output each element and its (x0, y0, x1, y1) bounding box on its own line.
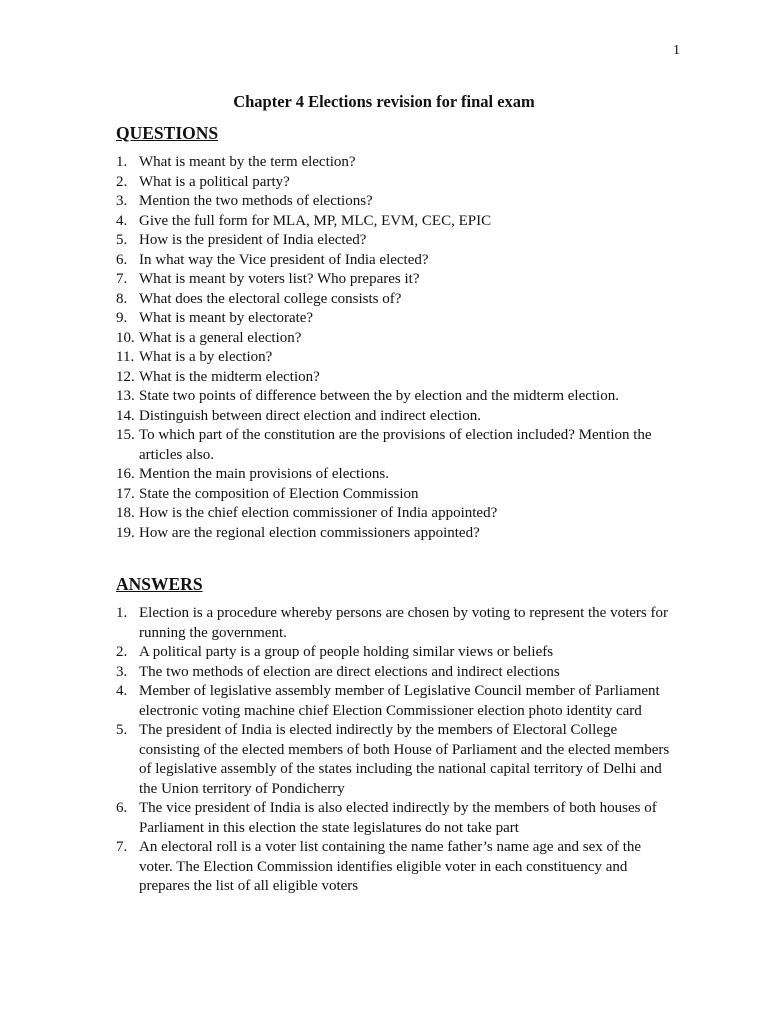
question-number: 5. (116, 232, 128, 248)
answer-item (116, 643, 676, 663)
question-text: What is meant by the term election? (139, 154, 356, 170)
question-item (116, 251, 676, 271)
question-number: 19. (116, 524, 135, 541)
answer-item (116, 604, 676, 643)
answer-item (116, 721, 676, 799)
questions-list (116, 153, 676, 543)
question-item (116, 407, 676, 427)
question-item (116, 270, 676, 290)
answer-text: Member of legislative assembly member of Legislative Council member of Parliament electronic voting machine chief Election Commissioner election photo identity card (139, 683, 660, 719)
question-number: 9. (116, 310, 128, 326)
answer-number: 1. (116, 605, 128, 621)
question-text: State two points of difference between the by election and the midterm election. (139, 388, 619, 404)
question-text: How is the chief election commissioner of India appointed? (139, 505, 498, 521)
question-text: In what way the Vice president of India elected? (139, 251, 429, 268)
question-item (116, 329, 676, 349)
answer-number: 2. (116, 644, 128, 660)
question-item (116, 465, 676, 485)
page-number: 1 (673, 43, 680, 58)
answer-text: Election is a procedure whereby persons are chosen by voting to represent the voters for running the government. (139, 605, 668, 641)
answer-text: The two methods of election are direct elections and indirect elections (139, 663, 560, 680)
question-number: 13. (116, 388, 135, 404)
answer-number: 5. (116, 722, 128, 738)
question-number: 15. (116, 427, 135, 443)
question-number: 12. (116, 368, 135, 385)
question-item (116, 387, 676, 407)
answer-item (116, 682, 676, 721)
question-item (116, 231, 676, 251)
answer-item (116, 663, 676, 683)
question-number: 8. (116, 290, 128, 307)
question-item (116, 368, 676, 388)
answer-text: The vice president of India is also elected indirectly by the members of both houses of Parliament in this election the state legislatures do not take part (139, 800, 657, 836)
answer-text: The president of India is elected indirectly by the members of Electoral College consisting of the elected members of both House of Parliament and the elected members of legislative assembly of the states including the national capital territory of Delhi and the Union territory of Pondicherry (139, 722, 670, 797)
question-number: 18. (116, 505, 135, 521)
answers-heading: ANSWERS (116, 574, 203, 594)
question-item (116, 504, 676, 524)
question-text: To which part of the constitution are the provisions of election included? Mention the articles also. (139, 427, 652, 463)
answer-item (116, 799, 676, 838)
question-number: 4. (116, 212, 128, 229)
question-text: What is the midterm election? (139, 368, 320, 385)
question-number: 10. (116, 329, 135, 346)
question-number: 6. (116, 251, 128, 268)
question-number: 2. (116, 173, 128, 190)
answer-text: A political party is a group of people holding similar views or beliefs (139, 644, 554, 660)
document-title: Chapter 4 Elections revision for final exam (233, 92, 535, 111)
question-text: Mention the two methods of elections? (139, 193, 373, 209)
question-number: 17. (116, 485, 135, 502)
answer-number: 4. (116, 683, 128, 699)
question-number: 11. (116, 349, 135, 365)
question-item (116, 212, 676, 232)
question-item (116, 348, 676, 368)
question-number: 3. (116, 193, 128, 209)
question-item (116, 290, 676, 310)
question-text: What is a political party? (139, 173, 290, 190)
question-item (116, 192, 676, 212)
answer-number: 7. (116, 839, 128, 855)
question-number: 14. (116, 407, 135, 424)
question-text: Give the full form for MLA, MP, MLC, EVM, CEC, EPIC (139, 212, 492, 229)
question-text: What does the electoral college consists of? (139, 290, 402, 307)
question-item (116, 173, 676, 193)
answer-number: 6. (116, 800, 128, 816)
question-number: 1. (116, 154, 128, 170)
question-item (116, 485, 676, 505)
question-item (116, 524, 676, 544)
question-text: Mention the main provisions of elections. (139, 466, 389, 482)
question-text: What is a general election? (139, 329, 302, 346)
question-number: 16. (116, 466, 135, 482)
question-item (116, 153, 676, 173)
question-text: How are the regional election commissioners appointed? (139, 524, 480, 541)
question-text: State the composition of Election Commission (139, 485, 419, 502)
question-text: What is a by election? (139, 349, 273, 365)
answer-number: 3. (116, 663, 128, 680)
question-item (116, 426, 676, 465)
question-text: What is meant by voters list? Who prepares it? (139, 271, 420, 287)
question-text: Distinguish between direct election and indirect election. (139, 407, 481, 424)
answer-item (116, 838, 676, 897)
question-item (116, 309, 676, 329)
question-number: 7. (116, 271, 128, 287)
answer-text: An electoral roll is a voter list containing the name father’s name age and sex of the voter. The Election Commission identifies eligible voter in each constituency and prepares the list of all eligible voters (139, 839, 642, 894)
question-text: How is the president of India elected? (139, 232, 367, 248)
answers-list (116, 604, 676, 897)
questions-heading: QUESTIONS (116, 123, 219, 143)
question-text: What is meant by electorate? (139, 310, 314, 326)
